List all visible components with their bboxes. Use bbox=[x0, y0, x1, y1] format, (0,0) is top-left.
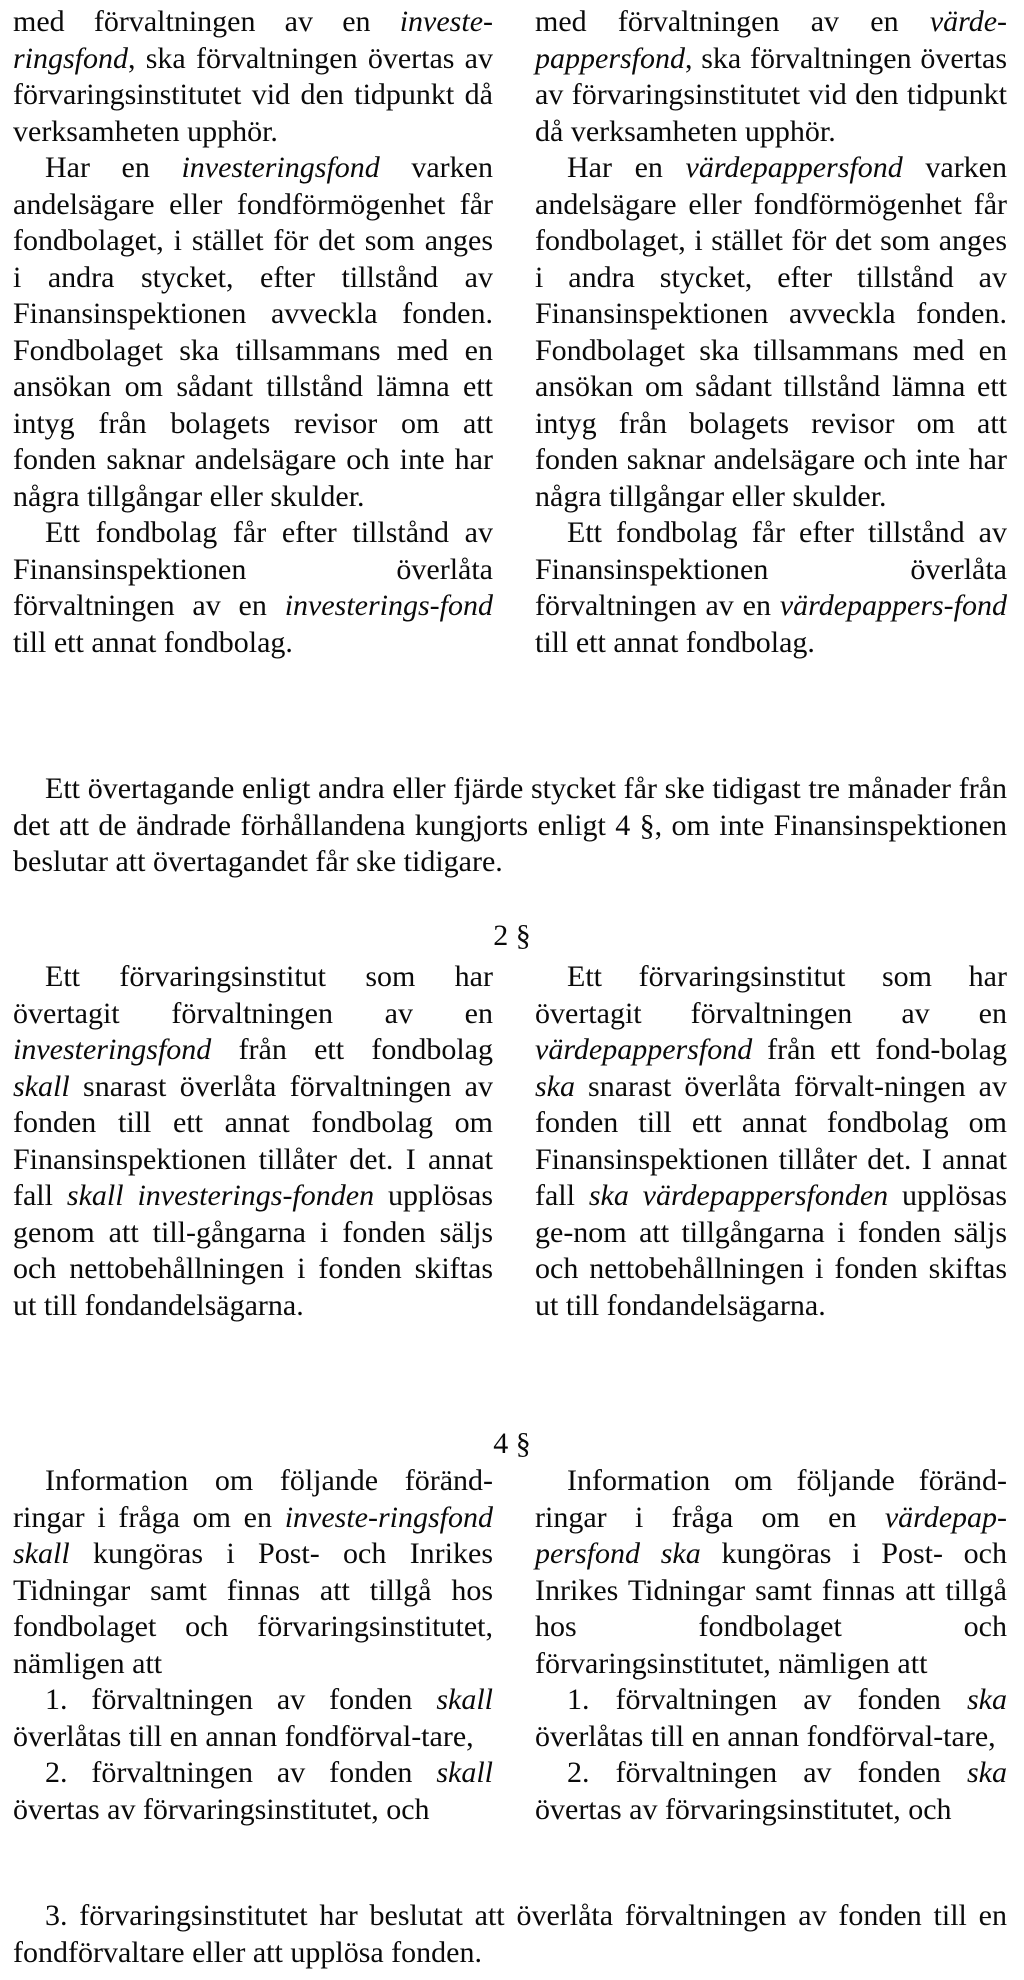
italic-term: ska värdepappersfonden bbox=[588, 1179, 889, 1212]
italic-term: ska bbox=[535, 1069, 575, 1103]
italic-term: investe-ringsfond bbox=[13, 5, 493, 75]
italic-term: investeringsfond bbox=[13, 1033, 212, 1066]
paragraph: Ett fondbolag får efter tillstånd av Finansinspektionen överlåta förvaltningen av en investerings-fond till ett annat fondbolag. bbox=[13, 516, 493, 659]
paragraph: med förvaltningen av en värde-pappersfond, ska förvaltningen övertas av förvaringsinstitutet vid den tidpunkt då verksamheten upphör. bbox=[535, 5, 1007, 148]
paragraph: Ett övertagande enligt andra eller fjärde stycket får ske tidigast tre månader från det att de ändrade förhållandena kungjorts enligt 4 §, om inte Finansinspektionen beslutar att övertagandet får ske tidigare. bbox=[13, 772, 1007, 878]
italic-term: ska bbox=[967, 1756, 1007, 1789]
paragraph: med förvaltningen av en investe-ringsfond, ska förvaltningen övertas av förvaringsinstitutet vid den tidpunkt då verksamheten upphör. bbox=[13, 5, 493, 148]
italic-term: värdepappers-fond bbox=[779, 589, 1007, 622]
paragraph: Har en investeringsfond varken andelsägare eller fondförmögenhet får fondbolaget, i stället för det som anges i andra stycket, efter tillstånd av Finansinspektionen avveckla fonden. Fondbolaget ska tillsammans med en ansökan om sådant tillstånd lämna ett intyg från bolagets revisor om att fonden saknar andelsägare och inte har några tillgångar eller skulder. bbox=[13, 151, 493, 513]
full-width-list-item bbox=[13, 1898, 1007, 1971]
italic-term: värde-pappersfond bbox=[535, 5, 1007, 75]
right-column-proposed-law bbox=[535, 959, 1007, 1324]
italic-term: ska bbox=[967, 1683, 1007, 1716]
full-width-paragraph bbox=[13, 771, 1007, 881]
list-item: 2. förvaltningen av fonden skall övertas av förvaringsinstitutet, och bbox=[13, 1756, 493, 1826]
italic-term: värdepappersfond bbox=[535, 1033, 753, 1066]
left-column-current-law bbox=[13, 1463, 493, 1828]
italic-term: investerings-fond bbox=[284, 589, 493, 622]
section-heading: 4 § bbox=[493, 1427, 531, 1460]
list-item: 2. förvaltningen av fonden ska övertas av förvaringsinstitutet, och bbox=[535, 1756, 1007, 1826]
list-item: 3. förvaringsinstitutet har beslutat att överlåta förvaltningen av fonden till en fondförvaltare eller att upplösa fonden. bbox=[13, 1899, 1007, 1969]
italic-term: skall bbox=[436, 1683, 493, 1716]
italic-term: investeringsfond bbox=[181, 151, 380, 184]
paragraph: Information om följande föränd-ringar i fråga om en investe-ringsfond skall kungöras i Post- och Inrikes Tidningar samt finnas att tillgå hos fondbolaget och förvaringsinstitutet, nämligen att bbox=[13, 1464, 493, 1680]
list-item: 1. förvaltningen av fonden ska överlåtas till en annan fondförval-tare, bbox=[535, 1683, 1007, 1753]
paragraph: Ett förvaringsinstitut som har övertagit förvaltningen av en investeringsfond från ett fondbolag skall snarast överlåta förvaltningen av fonden till ett annat fondbolag om Finansinspektionen tillåter det. I annat fall skall investerings-fonden upplösas genom att till-gångarna i fonden säljs och nettobehållningen i fonden skiftas ut till fondandelsägarna. bbox=[13, 960, 494, 1322]
italic-term: skall bbox=[13, 1069, 70, 1103]
right-column-proposed-law bbox=[535, 1463, 1007, 1828]
paragraph: Ett förvaringsinstitut som har övertagit förvaltningen av en värdepappersfond från ett fond-bolag ska snarast överlåta förvalt-ningen av fonden till ett annat fondbolag om Finansinspektionen tillåter det. I annat fall ska värdepappersfonden upplösas ge-nom att tillgångarna i fonden säljs och nettobehållningen i fonden skiftas ut till fondandelsägarna. bbox=[535, 960, 1008, 1322]
list-item: 1. förvaltningen av fonden skall överlåtas till en annan fondförval-tare, bbox=[13, 1683, 493, 1753]
paragraph: Information om följande föränd-ringar i fråga om en värdepap-persfond ska kungöras i Post- och Inrikes Tidningar samt finnas att tillgå hos fondbolaget och förvaringsinstitutet, nämligen att bbox=[535, 1464, 1007, 1680]
section-heading: 2 § bbox=[493, 919, 531, 952]
paragraph: Ett fondbolag får efter tillstånd av Finansinspektionen överlåta förvaltningen av en värdepappers-fond till ett annat fondbolag. bbox=[535, 516, 1007, 659]
left-column-current-law bbox=[13, 4, 493, 661]
italic-term: skall bbox=[436, 1756, 493, 1789]
left-column-current-law bbox=[13, 959, 493, 1324]
italic-term: skall investerings-fonden bbox=[66, 1179, 375, 1212]
italic-term: investe-ringsfond skall bbox=[13, 1500, 493, 1570]
right-column-proposed-law bbox=[535, 4, 1007, 661]
italic-term: värdepappersfond bbox=[685, 151, 903, 184]
italic-term: värdepap-persfond ska bbox=[535, 1500, 1007, 1570]
paragraph: Har en värdepappersfond varken andelsägare eller fondförmögenhet får fondbolaget, i stället för det som anges i andra stycket, efter tillstånd av Finansinspektionen avveckla fonden. Fondbolaget ska tillsammans med en ansökan om sådant tillstånd lämna ett intyg från bolagets revisor om att fonden saknar andelsägare och inte har några tillgångar eller skulder. bbox=[535, 151, 1007, 513]
